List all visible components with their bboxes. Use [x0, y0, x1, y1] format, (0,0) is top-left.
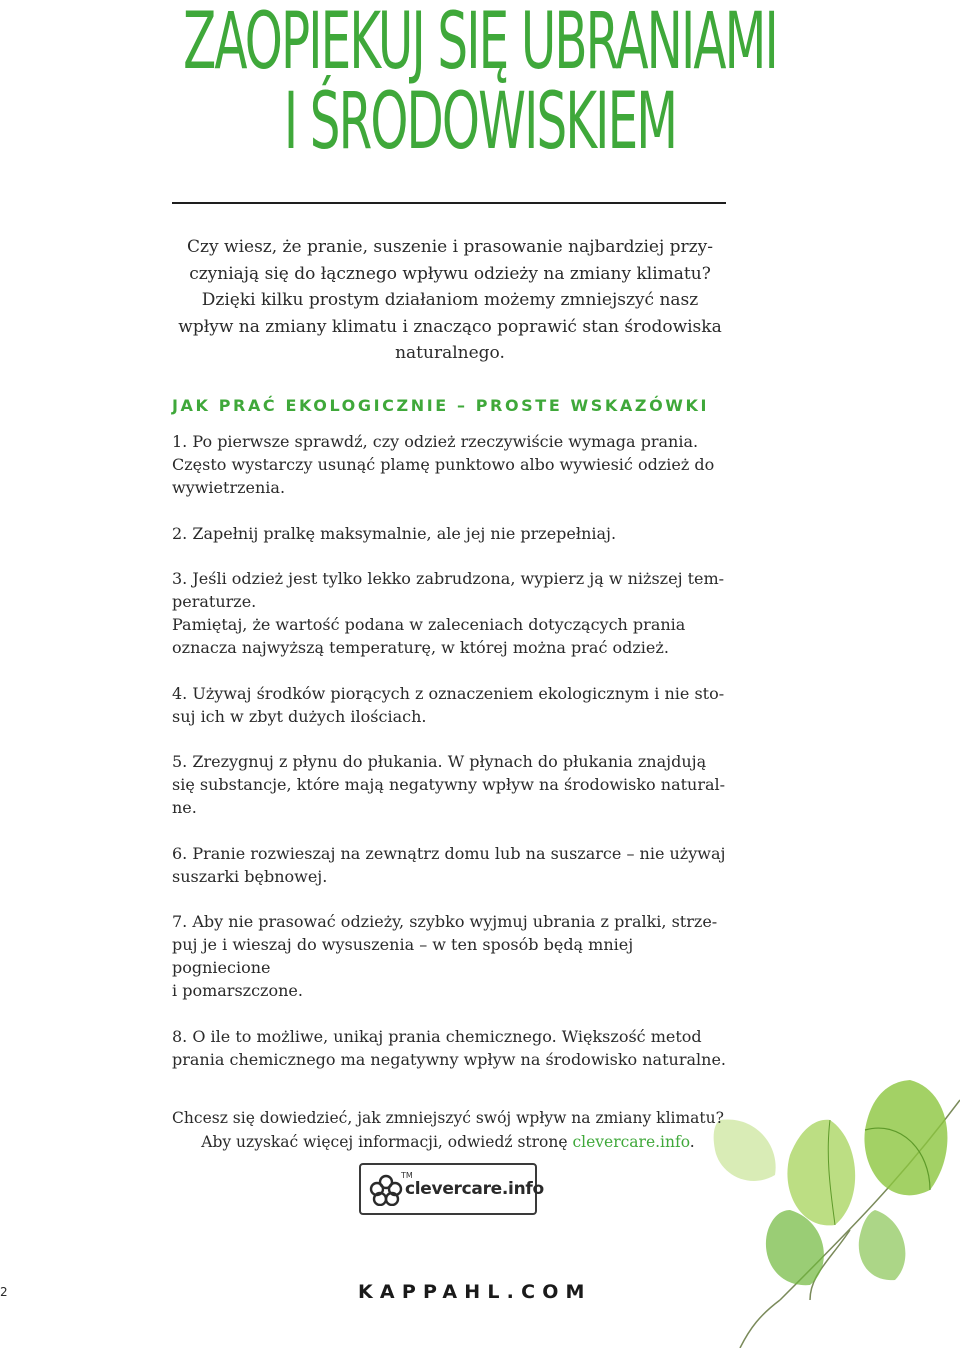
clevercare-logo-text: clevercare.info — [405, 1179, 544, 1199]
tip-5 — [172, 750, 732, 819]
tip-line: Często wystarczy usunąć plamę punktowo albo wywiesić odzież do — [172, 455, 715, 474]
page-number: 2 — [0, 1285, 8, 1299]
leaf-illustration — [660, 1060, 960, 1348]
tip-3 — [172, 567, 732, 659]
intro-line: Dzięki kilku prostym działaniom możemy zmniejszyć nasz — [201, 290, 699, 310]
tip-1 — [172, 430, 732, 499]
cta-line-2 — [168, 1130, 728, 1154]
call-to-action — [168, 1106, 728, 1154]
cta-line-2-text: Aby uzyskać więcej informacji, odwiedź stronę — [201, 1133, 573, 1151]
tips-list — [172, 430, 732, 1093]
intro-line: Czy wiesz, że pranie, suszenie i prasowanie najbardziej przy- — [187, 237, 713, 257]
title-divider — [172, 202, 726, 204]
trademark-symbol: TM — [401, 1171, 413, 1180]
tip-4 — [172, 682, 732, 728]
intro-line: czyniają się do łącznego wpływu odzieży na zmiany klimatu? — [189, 263, 711, 284]
tip-line: 1. Po pierwsze sprawdź, czy odzież rzeczywiście wymaga prania. — [172, 432, 699, 451]
cta-line-2-end: . — [689, 1133, 695, 1151]
tip-line: 2. Zapełnij pralkę maksymalnie, ale jej nie przepełniaj. — [172, 523, 617, 543]
tip-7 — [172, 910, 732, 1002]
tip-line: 4. Używaj środków piorących z oznaczeniem ekologicznym i nie sto- — [172, 683, 725, 703]
clevercare-link[interactable]: clevercare.info — [572, 1133, 690, 1151]
tip-line: się substancje, które mają negatywny wpływ na środowisko natural- — [172, 775, 726, 794]
tip-line: suj ich w zbyt dużych ilościach. — [172, 706, 427, 726]
tip-line: prania chemicznego ma negatywny wpływ na środowisko naturalne. — [172, 1049, 726, 1069]
tip-line: Pamiętaj, że wartość podana w zaleceniach dotyczących prania — [172, 615, 686, 634]
tip-line: suszarki bębnowej. — [172, 866, 328, 886]
page-title — [182, 0, 777, 167]
page-title-line-1: ZAOPIEKUJ SIĘ UBRANIAMI — [183, 0, 777, 87]
tip-6 — [172, 842, 732, 888]
tip-2 — [172, 522, 732, 545]
clevercare-flower-icon — [369, 1174, 403, 1206]
tip-line: ne. — [172, 798, 197, 817]
section-heading: JAK PRAĆ EKOLOGICZNIE – PROSTE WSKAZÓWKI — [172, 396, 710, 415]
clevercare-logo — [359, 1163, 544, 1215]
tip-line: 3. Jeśli odzież jest tylko lekko zabrudzona, wypierz ją w niższej tem- — [172, 569, 725, 588]
tip-line: oznacza najwyższą temperaturę, w której można prać odzież. — [172, 638, 669, 657]
tip-line: puj je i wieszaj do wysuszenia – w ten sposób będą mniej pogniecione — [172, 935, 634, 977]
intro-line: naturalnego. — [395, 343, 505, 363]
tip-line: i pomarszczone. — [172, 981, 303, 1000]
cta-line-1: Chcesz się dowiedzieć, jak zmniejszyć swój wpływ na zmiany klimatu? — [172, 1109, 724, 1127]
tip-line: 6. Pranie rozwieszaj na zewnątrz domu lub na suszarce – nie używaj — [172, 843, 726, 863]
intro-paragraph — [162, 234, 738, 367]
tip-line: 8. O ile to możliwe, unikaj prania chemicznego. Większość metod — [172, 1026, 702, 1046]
tip-line: peraturze. — [172, 592, 257, 611]
tip-line: wywietrzenia. — [172, 478, 286, 497]
tip-line: 5. Zrezygnuj z płynu do płukania. W płynach do płukania znajdują — [172, 752, 707, 771]
intro-line: wpływ na zmiany klimatu i znacząco poprawić stan środowiska — [178, 316, 722, 337]
footer-brand-url[interactable]: KAPPAHL.COM — [358, 1281, 592, 1303]
page-title-line-2: I ŚRODOWISKIEM — [283, 77, 677, 167]
tip-8 — [172, 1025, 732, 1071]
tip-line: 7. Aby nie prasować odzieży, szybko wyjmuj ubrania z pralki, strze- — [172, 912, 718, 931]
